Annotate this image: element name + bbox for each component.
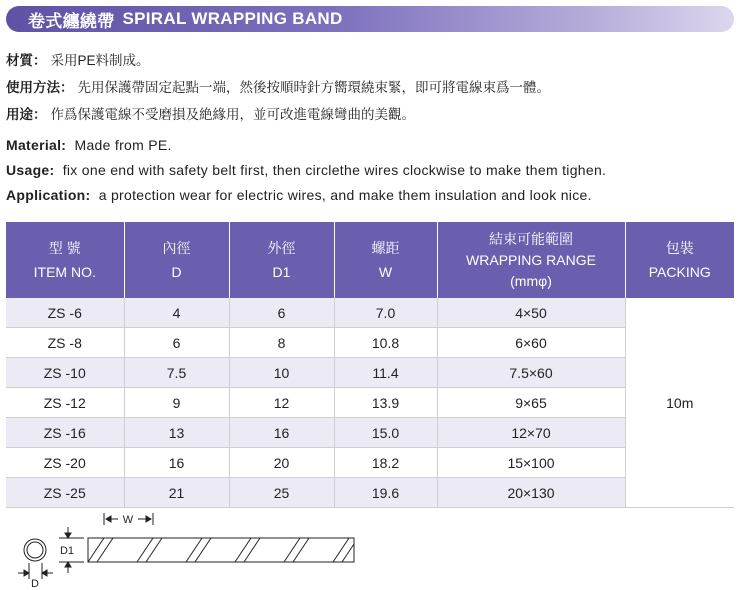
cn-usage-line <box>6 76 550 96</box>
cell-d: 7.5 <box>124 358 229 388</box>
cn-material-label: 材質： <box>6 53 47 68</box>
header-item-no: 型 號 ITEM NO. <box>6 222 124 298</box>
cell-d: 4 <box>124 298 229 328</box>
table-row <box>6 298 734 328</box>
title-cn: 卷式纏繞帶 <box>28 11 115 31</box>
cell-range: 12×70 <box>437 418 625 448</box>
cell-range: 9×65 <box>437 388 625 418</box>
en-application-text: a protection wear for electric wires, and make them insulation and look nice. <box>98 187 592 203</box>
title-banner <box>6 6 734 32</box>
cn-application-line <box>6 103 415 123</box>
d-dimension <box>18 563 53 579</box>
cell-d: 9 <box>124 388 229 418</box>
cell-d1: 8 <box>229 328 334 358</box>
en-material-text: Made from PE. <box>74 137 172 153</box>
cell-d: 6 <box>124 328 229 358</box>
cell-d: 21 <box>124 478 229 508</box>
en-usage-line <box>6 162 606 178</box>
cell-item: ZS -10 <box>6 358 124 388</box>
table-row <box>6 358 734 388</box>
cell-d: 16 <box>124 448 229 478</box>
cell-w: 11.4 <box>334 358 437 388</box>
cn-application-label: 用途： <box>6 107 47 122</box>
en-usage-text: fix one end with safety belt first, then circlethe wires clockwise to make them tighen. <box>62 162 607 178</box>
cell-item: ZS -12 <box>6 388 124 418</box>
cell-w: 7.0 <box>334 298 437 328</box>
en-application-label: Application: <box>6 187 91 203</box>
cell-item: ZS -20 <box>6 448 124 478</box>
cn-usage-text: 先用保護帶固定起點一端，然後按順時針方嚮環繞束緊，即可將電線束爲一體。 <box>77 80 550 95</box>
cell-range: 4×50 <box>437 298 625 328</box>
cell-item: ZS -6 <box>6 298 124 328</box>
cell-d1: 6 <box>229 298 334 328</box>
table-row <box>6 448 734 478</box>
en-application-line <box>6 187 592 203</box>
cell-d1: 20 <box>229 448 334 478</box>
d1-label: D1 <box>59 545 75 557</box>
table-row <box>6 388 734 418</box>
cell-w: 10.8 <box>334 328 437 358</box>
spiral-band-diagram <box>0 505 400 590</box>
table-row <box>6 328 734 358</box>
cell-range: 6×60 <box>437 328 625 358</box>
cell-d: 13 <box>124 418 229 448</box>
header-pitch: 螺距 W <box>334 222 437 298</box>
header-packing: 包裝 PACKING <box>625 222 734 298</box>
header-inner-diameter: 內徑 D <box>124 222 229 298</box>
table-row <box>6 478 734 508</box>
header-wrapping-range: 結束可能範圍 WRAPPING RANGE (mmφ) <box>437 222 625 298</box>
cell-d1: 10 <box>229 358 334 388</box>
cn-material-line <box>6 49 150 69</box>
title-en: SPIRAL WRAPPING BAND <box>122 9 343 28</box>
cell-range: 20×130 <box>437 478 625 508</box>
cn-usage-label: 使用方法： <box>6 80 74 95</box>
cell-w: 19.6 <box>334 478 437 508</box>
cell-range: 15×100 <box>437 448 625 478</box>
tube-cross-section <box>24 539 46 561</box>
cell-w: 15.0 <box>334 418 437 448</box>
spec-table <box>6 222 734 508</box>
w-label: W <box>122 514 134 526</box>
spiral-band-body <box>88 538 354 562</box>
table-header-row <box>6 222 734 298</box>
cell-packing: 10m <box>625 298 734 508</box>
cell-item: ZS -8 <box>6 328 124 358</box>
cell-d1: 12 <box>229 388 334 418</box>
cell-w: 13.9 <box>334 388 437 418</box>
cell-item: ZS -16 <box>6 418 124 448</box>
en-usage-label: Usage: <box>6 162 55 178</box>
header-outer-diameter: 外徑 D1 <box>229 222 334 298</box>
d-label: D <box>31 578 39 590</box>
cn-application-text: 作爲保護電線不受磨損及絶緣用，並可改進電線彎曲的美觀。 <box>50 107 415 122</box>
cell-item: ZS -25 <box>6 478 124 508</box>
en-material-line <box>6 137 172 153</box>
cell-w: 18.2 <box>334 448 437 478</box>
cn-material-text: 采用PE料制成。 <box>50 53 150 68</box>
cell-d1: 25 <box>229 478 334 508</box>
cell-range: 7.5×60 <box>437 358 625 388</box>
table-row <box>6 418 734 448</box>
cell-d1: 16 <box>229 418 334 448</box>
en-material-label: Material: <box>6 137 67 153</box>
